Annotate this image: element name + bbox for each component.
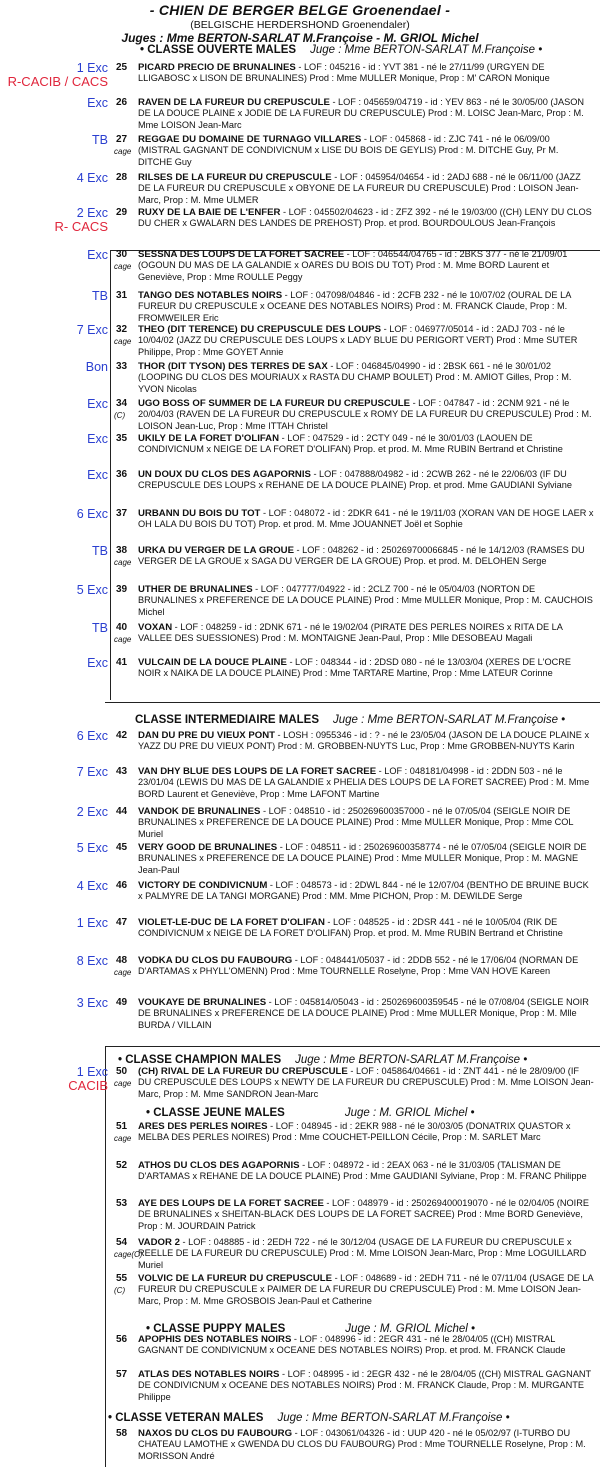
entry-note: cage xyxy=(114,1079,132,1088)
entry-number: 54 xyxy=(116,1237,128,1248)
dog-details: - LOF : 048995 - id : 2EGR 432 - né le 28/04/05 ((CH) MISTRAL GAGNANT DE CONDIVICNUM x OCEANE DES NOTABLES NOIRS) Prod : M. FRANCK Claude, Prop : M. MURGANTE Philippe xyxy=(138,1369,591,1402)
entry-row xyxy=(0,1428,600,1464)
dog-details: - LOF : 048996 - id : 2EGR 431 - né le 28/04/05 ((CH) MISTRAL GAGNANT DE CONDIVICNUM x OCEANE DES NOTABLES NOIRS) Prop. et prod. M. FRANCK Claude xyxy=(138,1334,566,1356)
class-header-champion xyxy=(118,1054,527,1066)
entry-note: (C) xyxy=(114,1286,126,1295)
entry-result: 6 Exc xyxy=(76,507,108,521)
entry-result: 2 Exc xyxy=(76,206,108,220)
entry-result: Exc xyxy=(87,468,108,482)
dog-name: RILSES DE LA FUREUR DU CREPUSCULE xyxy=(138,172,332,183)
section-rule-mid xyxy=(105,702,600,703)
entry-result: 1 Exc xyxy=(76,916,108,930)
entry-row xyxy=(0,207,600,243)
dog-name: SESSNA DES LOUPS DE LA FORET SACREE xyxy=(138,249,345,260)
dog-details: - LOF : 046845/04990 - id : 2BSK 661 - né le 30/01/02 (LOOPING DU CLOS DES MOURIAUX x RASTA DU CHAMP BOULET) Prod : M. AMIOT Gilles, Prop : M. YVON Nicolas xyxy=(138,361,572,394)
class-judge: Juge : Mme BERTON-SARLAT M.Françoise • xyxy=(295,1054,528,1066)
entry-row xyxy=(0,1160,600,1196)
dog-name: (CH) RIVAL DE LA FUREUR DU CREPUSCULE xyxy=(138,1066,348,1077)
entry-number: 51 xyxy=(116,1121,128,1132)
entry-description xyxy=(138,433,594,456)
entry-number: 32 xyxy=(116,324,128,335)
entry-description xyxy=(138,1198,594,1232)
dog-name: NAXOS DU CLOS DU FAUBOURG xyxy=(138,1428,293,1439)
entry-number: 28 xyxy=(116,172,128,183)
dog-details: - LOF : 048511 - id : 250269600358774 - né le 07/05/04 (SEIGLE NOIR DE BRUNALINES x PREFERENCE DE LA DOUCE PLAINE) Prod : Mme MULLER Monique, Prop : M. MAGNE Jean-Paul xyxy=(138,842,587,875)
entry-row xyxy=(0,172,600,208)
entry-description xyxy=(138,398,594,432)
entry-row xyxy=(0,62,600,98)
dog-details: - LOF : 047098/04846 - id : 2CFB 232 - né le 10/07/02 (OURAL DE LA FUREUR DU CREPUSCULE x OCEANE DES NOTABLES NOIRS) Prod : M. FRANCK Claude, Prop : M. FROMWEILER Eric xyxy=(138,290,571,323)
dog-name: URBANN DU BOIS DU TOT xyxy=(138,508,261,519)
dog-details: - LOF : 046544/04765 - id : 2BKS 377 - né le 21/09/01 (OGOUN DU MAS DE LA GALANDIE x OARES DU BOIS DU TOT) Prod : M. Mme BORD Laurent et Geneviève, Prop : Mme ROULLE Peggy xyxy=(138,249,568,282)
entry-row xyxy=(0,1121,600,1157)
entry-row xyxy=(0,1334,600,1370)
entry-number: 50 xyxy=(116,1066,128,1077)
entry-row xyxy=(0,97,600,133)
entry-description xyxy=(138,730,594,753)
entry-result: Exc xyxy=(87,248,108,262)
class-header-veteran xyxy=(108,1412,510,1424)
entry-row xyxy=(0,1273,600,1309)
dog-name: VOLVIC DE LA FUREUR DU CREPUSCULE xyxy=(138,1273,333,1284)
entry-row xyxy=(0,880,600,916)
entry-note: cage xyxy=(114,1134,132,1143)
entry-result: TB xyxy=(92,289,108,303)
dog-name: VOXAN xyxy=(138,622,173,633)
entry-description xyxy=(138,545,594,568)
entry-number: 56 xyxy=(116,1334,128,1345)
entry-number: 30 xyxy=(116,249,128,260)
entry-result: TB xyxy=(92,621,108,635)
class-header-intermediaire xyxy=(135,714,565,726)
dog-details: - LOF : 048441/05037 - id : 2DDB 552 - né le 17/06/04 (NORMAN DE D'ARTAMAS x PHYLL'OMENN) Prod : Mme TOURNELLE Roselyne, Prop : Mme VAN HOVE Kareen xyxy=(138,955,579,977)
dog-name: UKILY DE LA FORET D'OLIFAN xyxy=(138,433,280,444)
dog-details: - LOF : 048262 - id : 250269700066845 - né le 14/12/03 (RAMSES DU VERGER DE LA GROUE x SAGA DU VERGER DE LA GROUE) Prop. et prod. M. DELOHEN Serge xyxy=(138,545,585,567)
entry-description xyxy=(138,766,594,800)
entry-description xyxy=(138,290,594,324)
entry-number: 26 xyxy=(116,97,128,108)
class-judge: Juge : M. GRIOL Michel • xyxy=(345,1323,476,1335)
entry-row xyxy=(0,545,600,581)
dog-details: - LOF : 047777/04922 - id : 2CLZ 700 - né le 05/04/03 (NORTON DE BRUNALINES x PREFERENCE DE LA DOUCE PLAINE) Prod : Mme MULLER Monique, Prop : M. CAUCHOIS Michel xyxy=(138,584,593,617)
entry-number: 41 xyxy=(116,657,128,668)
dog-details: - LOF : 045864/04661 - id : ZNT 441 - né le 28/09/00 (IF DU CREPUSCULE DES LOUPS x NEWTY DE LA FUREUR DU CREPUSCULE) Prod : M. Mme LOISON Jean-Marc, Prop : M. Mme SANDRON Jean-Marc xyxy=(138,1066,594,1099)
dog-details: - LOSH : 0955346 - id : ? - né le 23/05/04 (JASON DE LA DOUCE PLAINE x YAZZ DU PRE DU VIEUX PONT) Prod : M. GROBBEN-NUYTS Luc, Prop : Mme GROBBEN-NUYTS Karin xyxy=(138,730,590,752)
dog-name: THOR (DIT TYSON) DES TERRES DE SAX xyxy=(138,361,328,372)
entry-note: cage xyxy=(114,262,132,271)
entry-description xyxy=(138,1273,594,1307)
entry-number: 25 xyxy=(116,62,128,73)
entry-row xyxy=(0,249,600,285)
entry-description xyxy=(138,207,594,230)
class-header-jeune xyxy=(146,1107,475,1119)
entry-row xyxy=(0,657,600,693)
dog-details: - LOF : 043061/04326 - id : UUP 420 - né le 05/02/97 (I-TURBO DU CHATEAU LAMOTHE x GWENDA DU CLOS DU FAUBOURG) Prod : Mme TOURNELLE Roselyne, Prop : M. MORISSON André xyxy=(138,1428,586,1461)
entry-description xyxy=(138,62,594,85)
dog-name: URKA DU VERGER DE LA GROUE xyxy=(138,545,294,556)
dog-details: - LOF : 048344 - id : 2DSD 080 - né le 13/03/04 (XERES DE L'OCRE NOIR x NAIKA DE LA DOUCE PLAINE) Prod : Mme TARTARE Martine, Prop : Mme LATEUR Corinne xyxy=(138,657,572,679)
entry-description xyxy=(138,1428,594,1462)
entry-row xyxy=(0,997,600,1033)
entry-number: 46 xyxy=(116,880,128,891)
entry-result: 6 Exc xyxy=(76,729,108,743)
entry-result: TB xyxy=(92,133,108,147)
entry-number: 29 xyxy=(116,207,128,218)
entry-description xyxy=(138,1160,594,1183)
dog-details: - LOF : 045954/04654 - id : 2ADJ 688 - né le 06/11/00 (JAZZ DE LA FUREUR DU CREPUSCULE x OBYONE DE LA FUREUR DU CREPUSCULE) Prod : LOISON Jean-Marc, Prop : M. Mme ULMER xyxy=(138,172,581,205)
entry-description xyxy=(138,469,594,492)
entry-row xyxy=(0,1369,600,1405)
dog-name: ARES DES PERLES NOIRES xyxy=(138,1121,268,1132)
dog-details: - LOF : 045502/04623 - id : ZFZ 392 - né le 19/03/00 ((CH) LENY DU CLOS DU CHER x GWALARN DES LANDES DE PREHOST) Prop. et prod. BOURDOULOUS Jean-François xyxy=(138,207,592,229)
entry-row xyxy=(0,508,600,544)
entry-number: 49 xyxy=(116,997,128,1008)
dog-details: - LOF : 045814/05043 - id : 250269600359545 - né le 07/08/04 (SEIGLE NOIR DE BRUNALINES x PREFERENCE DE LA DOUCE PLAINE) Prod : Mme MULLER Monique, Prop : M. Mlle BURDA / VILLAIN xyxy=(138,997,589,1030)
dog-details: - LOF : 048072 - id : 2DKR 641 - né le 19/11/03 (XORAN VAN DE HOGE LAER x OH LALA DU BOIS DU TOT) Prop. et prod. M. Mme JOUANNET Joël et Sophie xyxy=(138,508,594,530)
entry-number: 43 xyxy=(116,766,128,777)
entry-number: 36 xyxy=(116,469,128,480)
entry-award: R-CACIB / CACS xyxy=(7,74,108,89)
entry-result: 5 Exc xyxy=(76,841,108,855)
class-name: • CLASSE OUVERTE MALES xyxy=(140,44,297,56)
dog-details: - LOF : 048689 - id : 2EDH 711 - né le 07/11/04 (USAGE DE LA FUREUR DU CREPUSCULE x PAIMER DE LA FUREUR DU CREPUSCULE) Prod : M. Mme LOISON Jean-Marc, Prop : M. Mme GROSBOIS Jean-Paul et Catherine xyxy=(138,1273,594,1306)
entry-description xyxy=(138,324,594,358)
entry-result: Exc xyxy=(87,397,108,411)
dog-details: - LOF : 048181/04998 - id : 2DDN 503 - né le 23/01/04 (LEWIS DU MAS DE LA GALANDIE x PHELIA DES LOUPS DE LA FORET SACREE) Prod : M. Mme BORD Laurent et Geneviève, Prop : Mme LAFONT Martine xyxy=(138,766,590,799)
entry-description xyxy=(138,97,594,131)
dog-details: - LOF : 045868 - id : ZJC 741 - né le 06/09/00 (MISTRAL GAGNANT DE CONDIVICNUM x LISE DU BOIS DE GEYLIS) Prod : M. DITCHE Guy, Pr M. DITCHE Guy xyxy=(138,134,559,167)
entry-description xyxy=(138,955,594,978)
entry-number: 31 xyxy=(116,290,128,301)
class-judge: Juge : M. GRIOL Michel • xyxy=(344,1107,475,1119)
entry-number: 33 xyxy=(116,361,128,372)
entry-result: 2 Exc xyxy=(76,805,108,819)
section-rule-bottom xyxy=(105,1046,600,1047)
dog-details: - LOF : 048885 - id : 2EDH 722 - né le 30/12/04 (USAGE DE LA FUREUR DU CREPUSCULE x REELLE DE LA FUREUR DU CREPUSCULE) Prod : M. Mme LOISON Jean-Marc, Prop : Mme LOGUILLARD Muriel xyxy=(138,1237,587,1270)
dog-name: TANGO DES NOTABLES NOIRS xyxy=(138,290,283,301)
entry-row xyxy=(0,766,600,802)
dog-details: - LOF : 045659/04719 - id : YEV 863 - né le 30/05/00 (JASON DE LA DOUCE PLAINE x JODIE DE LA FUREUR DU CREPUSCULE) Prod : M. LOISC Jean-Marc, Prop : M. Mme LOISON Jean-Marc xyxy=(138,97,585,130)
entry-row xyxy=(0,433,600,469)
dog-name: RUXY DE LA BAIE DE L'ENFER xyxy=(138,207,281,218)
entry-number: 34 xyxy=(116,398,128,409)
entry-number: 52 xyxy=(116,1160,128,1171)
dog-name: REGGAE DU DOMAINE DE TURNAGO VILLARES xyxy=(138,134,362,145)
entry-description xyxy=(138,249,594,283)
dog-details: - LOF : 048510 - id : 250269600357000 - né le 07/05/04 (SEIGLE NOIR DE BRUNALINES x PREFERENCE DE LA DOUCE PLAINE) Prod : Mme MULLER Monique, Prop : Mme COL Muriel xyxy=(138,806,574,839)
dog-name: THEO (DIT TERENCE) DU CREPUSCULE DES LOUPS xyxy=(138,324,382,335)
entry-number: 47 xyxy=(116,917,128,928)
dog-name: ATLAS DES NOTABLES NOIRS xyxy=(138,1369,280,1380)
dog-name: PICARD PRECIO DE BRUNALINES xyxy=(138,62,296,73)
entry-result: 7 Exc xyxy=(76,765,108,779)
class-judge: Juge : Mme BERTON-SARLAT M.Françoise • xyxy=(310,44,543,56)
entry-row xyxy=(0,584,600,620)
entry-result: 4 Exc xyxy=(76,171,108,185)
entry-row xyxy=(0,1237,600,1273)
entry-row xyxy=(0,290,600,326)
dog-name: VAN DHY BLUE DES LOUPS DE LA FORET SACREE xyxy=(138,766,377,777)
entry-number: 48 xyxy=(116,955,128,966)
entry-row xyxy=(0,730,600,766)
entry-description xyxy=(138,657,594,680)
entry-description xyxy=(138,1066,594,1100)
dog-name: AYE DES LOUPS DE LA FORET SACREE xyxy=(138,1198,324,1209)
entry-number: 44 xyxy=(116,806,128,817)
entry-result: 3 Exc xyxy=(76,996,108,1010)
entry-note: cage xyxy=(114,635,132,644)
entry-result: 1 Exc xyxy=(76,1065,108,1079)
entry-number: 35 xyxy=(116,433,128,444)
entry-result: 4 Exc xyxy=(76,879,108,893)
class-name: • CLASSE JEUNE MALES xyxy=(146,1107,285,1119)
entry-result: 1 Exc xyxy=(76,61,108,75)
entry-number: 38 xyxy=(116,545,128,556)
judges-line: Juges : Mme BERTON-SARLAT M.Françoise - M. GRIOL Michel xyxy=(121,31,479,45)
dog-name: VADOR 2 xyxy=(138,1237,180,1248)
entry-number: 42 xyxy=(116,730,128,741)
class-judge: Juge : Mme BERTON-SARLAT M.Françoise • xyxy=(277,1412,510,1424)
dog-details: - LOF : 048972 - id : 2EAX 063 - né le 31/03/05 (TALISMAN DE D'ARTAMAS x REHANE DE LA DOUCE PLAINE) Prod : Mme GAUDIANI Sylviane, Prop : M. FRANC Philippe xyxy=(138,1160,587,1182)
entry-row xyxy=(0,842,600,878)
dog-details: - LOF : 048979 - id : 250269400019070 - né le 02/04/05 (NOIRE DE BRUNALINES x SHEITAN-BLACK DES LOUPS DE LA FORET SACREE) Prod : Mme BORD Geneviève, Prop : M. JOURDAIN Patrick xyxy=(138,1198,589,1231)
entry-description xyxy=(138,1334,594,1357)
dog-details: - LOF : 047529 - id : 2CTY 049 - né le 30/01/03 (LAOUEN DE CONDIVICNUM x NEIGE DE LA FORET D'OLIFAN) Prop. et prod. M. Mme RUBIN Bertrand et Christine xyxy=(138,433,563,455)
dog-details: - LOF : 047847 - id : 2CNM 921 - né le 20/04/03 (RAVEN DE LA FUREUR DU CREPUSCULE x ROMY DE LA FUREUR DU CREPUSCULE) Prod : M. LOISON Jean-Luc, Prop : Mme ITTAH Christel xyxy=(138,398,592,431)
entry-number: 37 xyxy=(116,508,128,519)
entry-description xyxy=(138,880,594,903)
dog-name: VULCAIN DE LA DOUCE PLAINE xyxy=(138,657,287,668)
dog-name: UN DOUX DU CLOS DES AGAPORNIS xyxy=(138,469,311,480)
entry-note: (C) xyxy=(114,411,126,420)
entry-description xyxy=(138,842,594,876)
entry-description xyxy=(138,997,594,1031)
dog-name: UGO BOSS OF SUMMER DE LA FUREUR DU CREPUSCULE xyxy=(138,398,411,409)
class-name: CLASSE INTERMEDIAIRE MALES xyxy=(135,714,320,726)
entry-number: 39 xyxy=(116,584,128,595)
entry-result: Exc xyxy=(87,432,108,446)
entry-result: Exc xyxy=(87,96,108,110)
entry-row xyxy=(0,398,600,434)
entry-description xyxy=(138,806,594,840)
entry-result: 5 Exc xyxy=(76,583,108,597)
entry-result: TB xyxy=(92,544,108,558)
dog-name: VOUKAYE DE BRUNALINES xyxy=(138,997,267,1008)
entry-result: Bon xyxy=(85,360,108,374)
entry-row xyxy=(0,955,600,991)
dog-name: ATHOS DU CLOS DES AGAPORNIS xyxy=(138,1160,300,1171)
entry-description xyxy=(138,1237,594,1271)
dog-name: VANDOK DE BRUNALINES xyxy=(138,806,261,817)
entry-description xyxy=(138,584,594,618)
entry-description xyxy=(138,1369,594,1403)
class-judge: Juge : Mme BERTON-SARLAT M.Françoise • xyxy=(333,714,566,726)
entry-award: CACIB xyxy=(68,1078,108,1093)
entry-number: 45 xyxy=(116,842,128,853)
entry-row xyxy=(0,806,600,842)
dog-details: - LOF : 048259 - id : 2DNK 671 - né le 19/02/04 (PIRATE DES PERLES NOIRES x RITA DE LA VALLEE DES SUESSIONES) Prod : M. MONTAIGNE Jean-Paul, Prop : Mlle DESOBEAU Magali xyxy=(138,622,563,644)
class-name: • CLASSE VETERAN MALES xyxy=(108,1412,264,1424)
entry-note: cage xyxy=(114,558,132,567)
dog-name: VODKA DU CLOS DU FAUBOURG xyxy=(138,955,293,966)
class-name: • CLASSE PUPPY MALES xyxy=(146,1323,286,1335)
dog-details: - LOF : 048525 - id : 2DSR 441 - né le 10/05/04 (RIK DE CONDIVICNUM x NEIGE DE LA FORET D'OLIFAN) Prop. et prod. M. Mme RUBIN Bertrand et Christine xyxy=(138,917,563,939)
entry-row xyxy=(0,361,600,397)
entry-number: 53 xyxy=(116,1198,128,1209)
dog-details: - LOF : 047888/04982 - id : 2CWB 262 - né le 22/06/03 (IF DU CREPUSCULE DES LOUPS x REHANE DE LA DOUCE PLAINE) Prop. et prod. Mme GAUDIANI Sylviane xyxy=(138,469,572,491)
entry-note: cage(C) xyxy=(114,1250,143,1259)
entry-row xyxy=(0,134,600,170)
page-subtitle: (BELGISCHE HERDERSHOND Groenendaler) xyxy=(190,19,410,31)
entry-description xyxy=(138,361,594,395)
entry-number: 27 xyxy=(116,134,128,145)
entry-number: 57 xyxy=(116,1369,128,1380)
entry-note: cage xyxy=(114,337,132,346)
dog-name: VERY GOOD DE BRUNALINES xyxy=(138,842,278,853)
entry-award: R- CACS xyxy=(54,219,108,234)
entry-description xyxy=(138,917,594,940)
entry-description xyxy=(138,1121,594,1144)
dog-details: - LOF : 046977/05014 - id : 2ADJ 703 - né le 10/04/02 (JAZZ DU CREPUSCULE DES LOUPS x LADY BLUE DU PERIGORT VERT) Prod : Mme SUTER Philippe, Prop : Mme GOYET Annie xyxy=(138,324,578,357)
dog-name: UTHER DE BRUNALINES xyxy=(138,584,253,595)
entry-row xyxy=(0,324,600,360)
dog-name: DAN DU PRE DU VIEUX PONT xyxy=(138,730,275,741)
entry-note: cage xyxy=(114,147,132,156)
entry-number: 40 xyxy=(116,622,128,633)
dog-name: RAVEN DE LA FUREUR DU CREPUSCULE xyxy=(138,97,330,108)
dog-name: VICTORY DE CONDIVICNUM xyxy=(138,880,268,891)
entry-row xyxy=(0,917,600,953)
dog-details: - LOF : 048945 - id : 2EKR 988 - né le 30/03/05 (DONATRIX QUASTOR x MELBA DES PERLES NOIRES) Prod : Mme COUCHET-PEILLON Cécile, Prop : M. SARLET Marc xyxy=(138,1121,571,1143)
entry-note: cage xyxy=(114,968,132,977)
entry-description xyxy=(138,172,594,206)
entry-description xyxy=(138,508,594,531)
entry-description xyxy=(138,134,594,168)
dog-name: VIOLET-LE-DUC DE LA FORET D'OLIFAN xyxy=(138,917,325,928)
dog-details: - LOF : 045216 - id : YVT 381 - né le 27/11/99 (URGYEN DE LLIGABOSC x LISON DE BRUNALINES) Prod : Mme MULLER Monique, Prop : M' CARON Monique xyxy=(138,62,550,84)
entry-row xyxy=(0,469,600,505)
entry-result: 8 Exc xyxy=(76,954,108,968)
dog-name: APOPHIS DES NOTABLES NOIRS xyxy=(138,1334,292,1345)
page-title: - CHIEN DE BERGER BELGE Groenendael - xyxy=(149,2,451,18)
entry-result: 7 Exc xyxy=(76,323,108,337)
class-header-ouverte xyxy=(140,44,542,56)
entry-number: 55 xyxy=(116,1273,128,1284)
class-name: • CLASSE CHAMPION MALES xyxy=(118,1054,282,1066)
entry-row xyxy=(0,1066,600,1102)
entry-number: 58 xyxy=(116,1428,128,1439)
entry-row xyxy=(0,622,600,658)
entry-row xyxy=(0,1198,600,1234)
entry-description xyxy=(138,622,594,645)
dog-details: - LOF : 048573 - id : 2DWL 844 - né le 12/07/04 (BENTHO DE BRUINE BUCK x PALMYRE DE LA TANGI MORGANE) Prod : MM. Mme PICHON, Prop : M. DEWILDE Serge xyxy=(138,880,589,902)
entry-result: Exc xyxy=(87,656,108,670)
